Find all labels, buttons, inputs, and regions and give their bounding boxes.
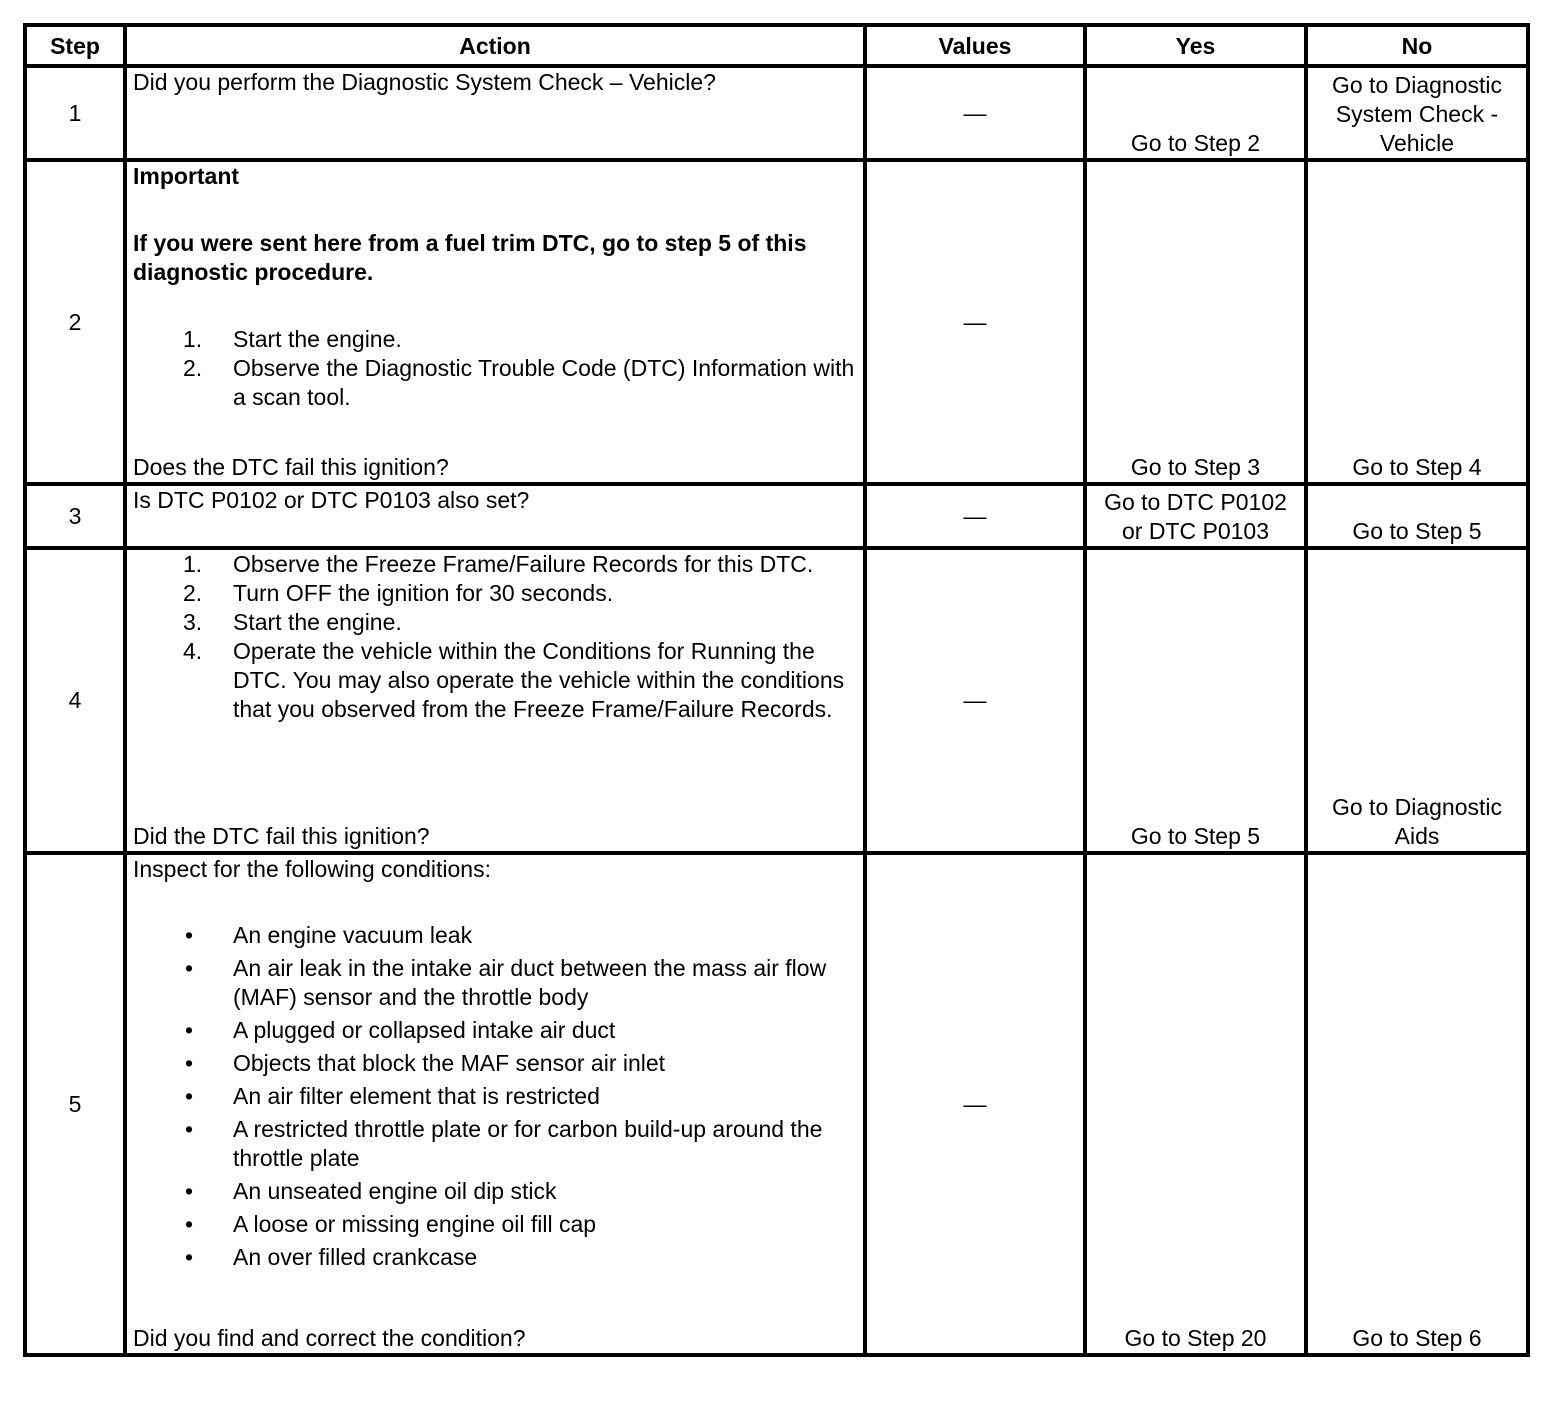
list-item — [133, 579, 857, 608]
values-cell: — — [865, 66, 1085, 160]
list-item — [133, 1049, 857, 1078]
header-yes: Yes — [1085, 25, 1306, 66]
action-intro: Inspect for the following conditions: — [133, 856, 491, 882]
action-body — [133, 162, 857, 412]
bullet-icon: • — [185, 922, 194, 948]
table-row-step-3 — [25, 484, 1528, 548]
list-number: 4. — [183, 638, 203, 664]
action-content — [133, 855, 857, 1353]
table-row-step-5 — [25, 853, 1528, 1355]
action-cell — [125, 853, 865, 1355]
list-item — [133, 1082, 857, 1111]
list-text: Observe the Diagnostic Trouble Code (DTC) Information with a scan tool. — [233, 355, 855, 410]
list-text: An air leak in the intake air duct between the mass air flow (MAF) sensor and the throttle body — [233, 955, 827, 1010]
step-number: 2 — [25, 160, 125, 484]
diagnostic-table-wrapper — [23, 23, 1530, 1357]
table-row-step-1 — [25, 66, 1528, 160]
list-item — [133, 1210, 857, 1239]
yes-cell: Go to Step 5 — [1085, 548, 1306, 853]
list-text: An over filled crankcase — [233, 1244, 478, 1270]
yes-cell: Go to Step 3 — [1085, 160, 1306, 484]
bullet-icon: • — [185, 1083, 194, 1109]
important-note: If you were sent here from a fuel trim DTC, go to step 5 of this diagnostic procedure. — [133, 230, 807, 285]
no-cell: Go to Diagnostic Aids — [1306, 548, 1528, 853]
action-question: Is DTC P0102 or DTC P0103 also set? — [133, 487, 530, 513]
no-cell: Go to Step 4 — [1306, 160, 1528, 484]
list-item — [133, 921, 857, 950]
no-cell: Go to Step 6 — [1306, 853, 1528, 1355]
bullet-icon: • — [185, 1050, 194, 1076]
bullet-icon: • — [185, 1017, 194, 1043]
list-text: An engine vacuum leak — [233, 922, 473, 948]
action-cell — [125, 484, 865, 548]
list-text: Objects that block the MAF sensor air inlet — [233, 1050, 666, 1076]
list-item — [133, 1016, 857, 1045]
values-cell: — — [865, 548, 1085, 853]
list-text: An air filter element that is restricted — [233, 1083, 600, 1109]
header-values: Values — [865, 25, 1085, 66]
list-item — [133, 1115, 857, 1173]
diagnostic-table — [23, 23, 1530, 1357]
list-text: Start the engine. — [233, 609, 402, 635]
action-cell — [125, 160, 865, 484]
list-item — [133, 354, 857, 412]
list-item — [133, 637, 857, 724]
condition-list — [133, 921, 857, 1272]
list-number: 3. — [183, 609, 203, 635]
step-number: 5 — [25, 853, 125, 1355]
list-text: Start the engine. — [233, 326, 402, 352]
action-content — [133, 162, 857, 482]
list-item — [133, 325, 857, 354]
numbered-steps — [133, 550, 857, 724]
action-content — [133, 550, 857, 851]
bullet-icon: • — [185, 955, 194, 981]
no-cell: Go to Step 5 — [1306, 484, 1528, 548]
action-question: Did you find and correct the condition? — [133, 1325, 526, 1351]
step-number: 1 — [25, 66, 125, 160]
table-row-step-4 — [25, 548, 1528, 853]
action-question: Did you perform the Diagnostic System Check – Vehicle? — [133, 69, 716, 95]
list-item — [133, 1177, 857, 1206]
list-text: Operate the vehicle within the Conditions for Running the DTC. You may also operate the vehicle within the conditions that you observed from the Freeze Frame/Failure Records. — [233, 638, 845, 722]
action-cell — [125, 66, 865, 160]
action-cell — [125, 548, 865, 853]
action-question: Did the DTC fail this ignition? — [133, 823, 430, 849]
yes-cell: Go to DTC P0102 or DTC P0103 — [1085, 484, 1306, 548]
yes-cell: Go to Step 2 — [1085, 66, 1306, 160]
list-number: 2. — [183, 580, 203, 606]
list-text: Turn OFF the ignition for 30 seconds. — [233, 580, 614, 606]
header-step: Step — [25, 25, 125, 66]
list-item — [133, 550, 857, 579]
list-item — [133, 954, 857, 1012]
values-cell: — — [865, 853, 1085, 1355]
important-heading: Important — [133, 163, 240, 189]
header-row — [25, 25, 1528, 66]
step-number: 3 — [25, 484, 125, 548]
numbered-steps — [133, 325, 857, 412]
list-number: 1. — [183, 326, 203, 352]
header-action: Action — [125, 25, 865, 66]
list-item — [133, 608, 857, 637]
no-cell: Go to Diagnostic System Check - Vehicle — [1306, 66, 1528, 160]
yes-cell: Go to Step 20 — [1085, 853, 1306, 1355]
list-text: A loose or missing engine oil fill cap — [233, 1211, 597, 1237]
table-row-step-2 — [25, 160, 1528, 484]
header-no: No — [1306, 25, 1528, 66]
list-text: A restricted throttle plate or for carbon build-up around the throttle plate — [233, 1116, 823, 1171]
list-number: 1. — [183, 551, 203, 577]
list-text: An unseated engine oil dip stick — [233, 1178, 557, 1204]
bullet-icon: • — [185, 1116, 194, 1142]
step-number: 4 — [25, 548, 125, 853]
action-question: Does the DTC fail this ignition? — [133, 454, 449, 480]
bullet-icon: • — [185, 1211, 194, 1237]
action-body — [133, 855, 857, 1276]
bullet-icon: • — [185, 1178, 194, 1204]
list-text: A plugged or collapsed intake air duct — [233, 1017, 616, 1043]
list-text: Observe the Freeze Frame/Failure Records for this DTC. — [233, 551, 814, 577]
list-item — [133, 1243, 857, 1272]
values-cell: — — [865, 160, 1085, 484]
list-number: 2. — [183, 355, 203, 381]
values-cell: — — [865, 484, 1085, 548]
bullet-icon: • — [185, 1244, 194, 1270]
